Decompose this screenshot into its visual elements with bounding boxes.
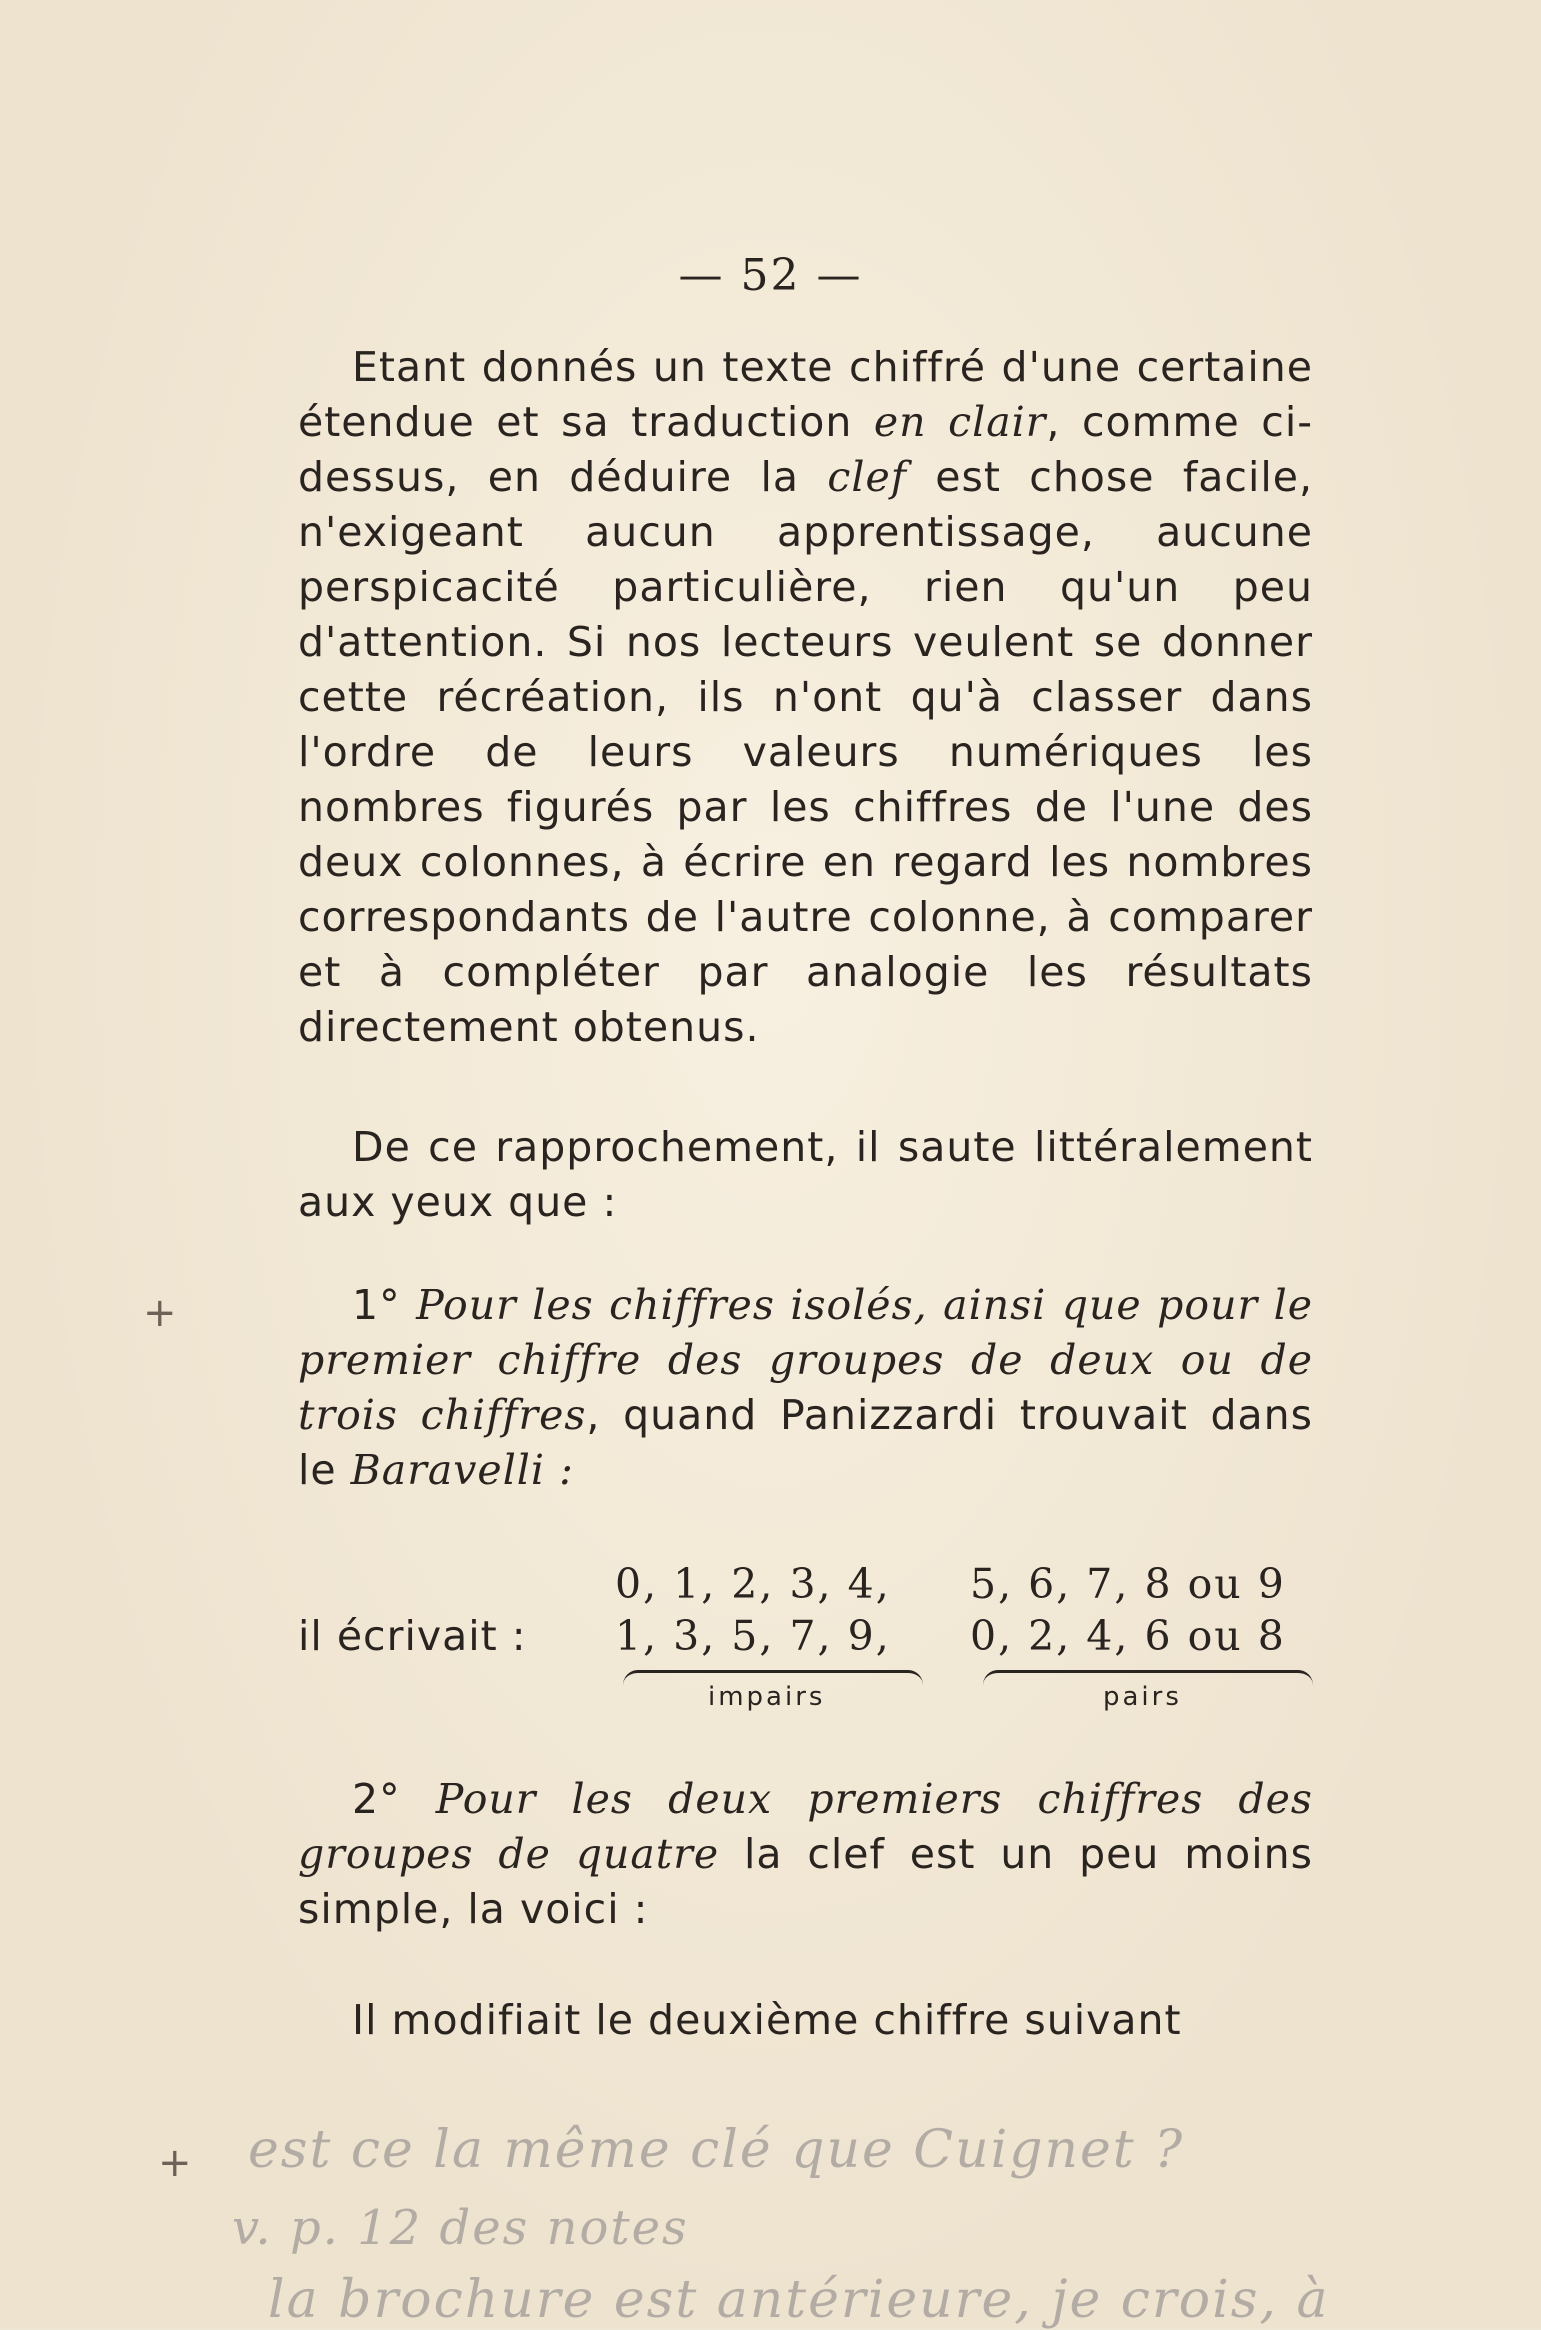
rule-one-plain: , quand Panizzardi trouvait dans le	[298, 1391, 1313, 1494]
paragraph-conclusion	[298, 1120, 1313, 1230]
pencil-note-line-2: v. p. 12 des notes	[232, 2200, 689, 2256]
paragraph-intro	[298, 340, 1313, 1055]
rule-one-italic: Pour les chiffres isolés, ainsi que pour le premier chiffre des groupes de deux ou de trois chiffres	[298, 1281, 1313, 1439]
odd-source-digits: 0, 1, 2, 3, 4,	[615, 1560, 891, 1608]
page-number: — 52 —	[678, 250, 863, 301]
rule-two-number: 2°	[352, 1775, 401, 1823]
substitution-table	[298, 1560, 1313, 1730]
paragraph-last-text: Il modifiait le deuxième chiffre suivant	[352, 1996, 1182, 2044]
even-label: pairs	[1103, 1682, 1182, 1712]
intro-part-c: est chose facile, n'exigeant aucun apprentissage, aucune perspicacité particulière, rien qu'un peu d'attention. Si nos lecteurs veulent se donner cette récréation, ils n'ont qu'à classer dans l'ordre de leurs valeurs numériques les nombres figurés par les chiffres de l'une des deux colonnes, à écrire en regard les nombres correspondants de l'autre colonne, à comparer et à compléter par analogie les résultats directement obtenus.	[298, 453, 1313, 1051]
margin-cross-mark: +	[143, 1290, 177, 1336]
intro-part-b: , comme ci-dessus, en déduire la	[298, 398, 1313, 501]
pencil-note-line-1: est ce la même clé que Cuignet ?	[248, 2120, 1185, 2180]
rule-two-italic: Pour les deux premiers chiffres des groupes de quatre	[298, 1775, 1313, 1878]
pencil-note-line-3: la brochure est antérieure, je crois, à	[268, 2270, 1330, 2330]
odd-target-digits: 1, 3, 5, 7, 9,	[615, 1612, 891, 1660]
even-source-digits: 5, 6, 7, 8 ou 9	[970, 1560, 1286, 1608]
rule-one	[298, 1278, 1313, 1498]
rule-two-text	[298, 1772, 1313, 1937]
table-row-label: il écrivait :	[298, 1612, 527, 1660]
intro-clef: clef	[827, 453, 907, 501]
odd-label: impairs	[708, 1682, 826, 1712]
margin-cross-mark-bottom: +	[158, 2140, 192, 2186]
intro-part-a: Etant donnés un texte chiffré d'une certaine étendue et sa traduction	[298, 343, 1313, 446]
even-target-digits: 0, 2, 4, 6 ou 8	[970, 1612, 1286, 1660]
rule-one-number: 1°	[352, 1281, 401, 1329]
rule-two	[298, 1772, 1313, 1937]
rule-two-plain: la clef est un peu moins simple, la voici :	[298, 1830, 1313, 1933]
rule-one-text	[298, 1278, 1313, 1498]
paragraph-last	[298, 1993, 1313, 2048]
paragraph-conclusion-text: De ce rapprochement, il saute littéralement aux yeux que :	[298, 1123, 1313, 1226]
paragraph-intro-text	[298, 340, 1313, 1055]
rule-one-book: Baravelli :	[350, 1446, 574, 1494]
intro-en-clair: en clair	[873, 398, 1047, 446]
